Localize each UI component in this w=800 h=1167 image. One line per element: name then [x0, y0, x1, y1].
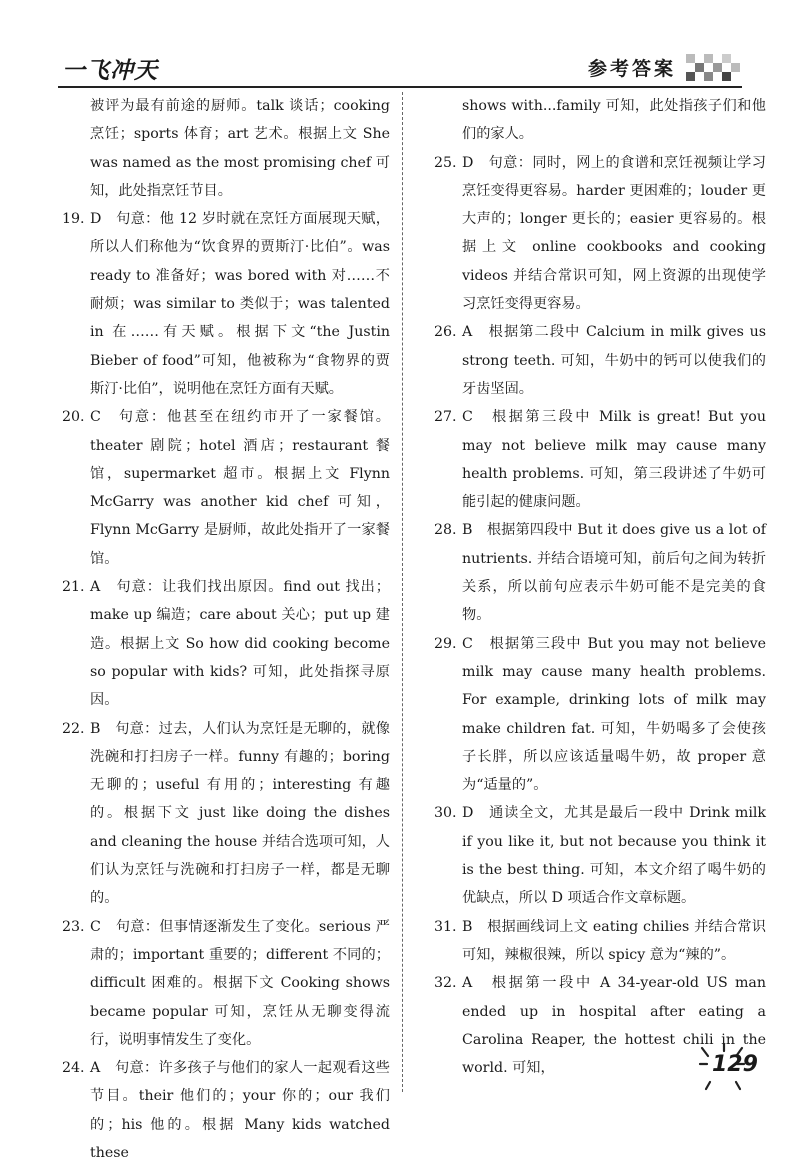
answer-text: B 根据第四段中 But it does give us a lot of nutrients. 并结合语境可知，前后句之间为转折关系，所以前句应表示牛奶可能不是完美的食物。 [462, 522, 766, 624]
answer-text: A 句意：让我们找出原因。find out 找出；make up 编造；care about 关心；put up 建造。根据上文 So how did cooking become so popular with kids? 可知，此处指探寻原因。 [90, 579, 390, 709]
answer-text: D 句意：同时，网上的食谱和烹饪视频让学习烹饪变得更容易。harder 更困难的；louder 更大声的；longer 更长的；easier 更容易的。根据上文 online cookbooks and cooking videos 并结合常识可知，网上资源的出现使学习烹饪变得更容易。 [462, 154, 766, 313]
answer-item-19 [62, 205, 390, 403]
answer-text: A 句意：许多孩子与他们的家人一起观看这些节目。their 他们的；your 你的；our 我们的；his 他的。根据 Many kids watched these [90, 1060, 390, 1161]
answer-text: C 根据第三段中 Milk is great! But you may not believe milk may cause many health problems. 可知，第三段讲述了牛奶可能引起的健康问题。 [462, 409, 766, 511]
right-column [434, 92, 766, 1082]
answer-item-20 [62, 403, 390, 573]
section-title: 参考答案 [588, 58, 677, 80]
header-rule [58, 86, 742, 88]
answer-number: 22. [62, 720, 85, 737]
answer-number: 21. [62, 579, 85, 596]
answer-item-23 [62, 913, 390, 1054]
answer-text: B 根据画线词上文 eating chilies 并结合常识可知，辣椒很辣，所以 spicy 意为“辣的”。 [462, 918, 766, 963]
answer-number: 27. [434, 409, 457, 426]
answer-number: 20. [62, 409, 85, 426]
answer-item-30 [434, 799, 766, 912]
answer-item-27 [434, 403, 766, 516]
answer-number: 32. [434, 975, 457, 992]
answer-number: 28. [434, 522, 457, 539]
column-divider [402, 92, 403, 1092]
answer-item-24 [62, 1054, 390, 1167]
checker-decoration-icon [686, 52, 740, 84]
answer-number: 26. [434, 324, 457, 341]
answer-number: 30. [434, 805, 457, 822]
answer-item-29 [434, 630, 766, 800]
answer-text: A 根据第一段中 A 34-year-old US man ended up in hospital after eating a Carolina Reaper, the hottest chili in the world. 可知， [462, 975, 766, 1077]
answer-number: 23. [62, 918, 85, 935]
answer-text: D 句意：他 12 岁时就在烹饪方面展现天赋，所以人们称他为“饮食界的贾斯汀·比伯”。was ready to 准备好；was bored with 对……不耐烦；was similar to 类似于；was talented in 在……有天赋。根据下文“the Justin Bieber of food”可知，他被称为“食物界的贾斯汀·比伯”，说明他在烹饪方面有天赋。 [90, 211, 390, 397]
answer-item-26 [434, 318, 766, 403]
page-header [0, 0, 800, 96]
answer-text: C 句意：但事情逐渐发生了变化。serious 严肃的；important 重要的；different 不同的；difficult 困难的。根据下文 Cooking shows became popular 可知，烹饪从无聊变得流行，说明事情发生了变化。 [90, 918, 390, 1048]
answer-item-28 [434, 516, 766, 629]
answer-number: 25. [434, 154, 457, 171]
answer-number: 24. [62, 1060, 85, 1077]
answer-item-31 [434, 913, 766, 970]
answer-text: D 通读全文，尤其是最后一段中 Drink milk if you like it, but not because you think it is the best thing. 可知，本文介绍了喝牛奶的优缺点，所以 D 项适合作文章标题。 [462, 805, 766, 907]
answer-text: A 根据第二段中 Calcium in milk gives us strong teeth. 可知，牛奶中的钙可以使我们的牙齿坚固。 [462, 324, 766, 397]
answer-item-22 [62, 715, 390, 913]
answer-item-25 [434, 149, 766, 319]
answer-text: B 句意：过去，人们认为烹饪是无聊的，就像洗碗和打扫房子一样。funny 有趣的；boring 无聊的；useful 有用的；interesting 有趣的。根据下文 just like doing the dishes and cleaning the house 并结合选项可知，人们认为烹饪与洗碗和打扫房子一样，都是无聊的。 [90, 720, 390, 907]
page-number: 129 [712, 1052, 758, 1077]
answer-text: C 根据第三段中 But you may not believe milk may cause many health problems. For example, drinking lots of milk may make children fat. 可知，牛奶喝多了会使孩子长胖，所以应该适量喝牛奶，故 proper 意为“适量的”。 [462, 635, 766, 794]
answer-number: 29. [434, 635, 457, 652]
answer-number: 19. [62, 211, 85, 228]
answer-continuation: 被评为最有前途的厨师。talk 谈话；cooking 烹饪；sports 体育；art 艺术。根据上文 She was named as the most promising chef 可知，此处指烹饪节目。 [90, 98, 390, 199]
answer-text: C 句意：他甚至在纽约市开了一家餐馆。theater 剧院；hotel 酒店；restaurant 餐馆，supermarket 超市。根据上文 Flynn McGarry was another kid chef 可知，Flynn McGarry 是厨师，故此处指开了一家餐馆。 [90, 409, 390, 567]
answer-item-21 [62, 573, 390, 714]
brand-logo: 一飞冲天 [62, 58, 158, 84]
answer-number: 31. [434, 918, 457, 935]
left-column [62, 92, 390, 1167]
answer-continuation: shows with...family 可知，此处指孩子们和他们的家人。 [462, 98, 766, 143]
